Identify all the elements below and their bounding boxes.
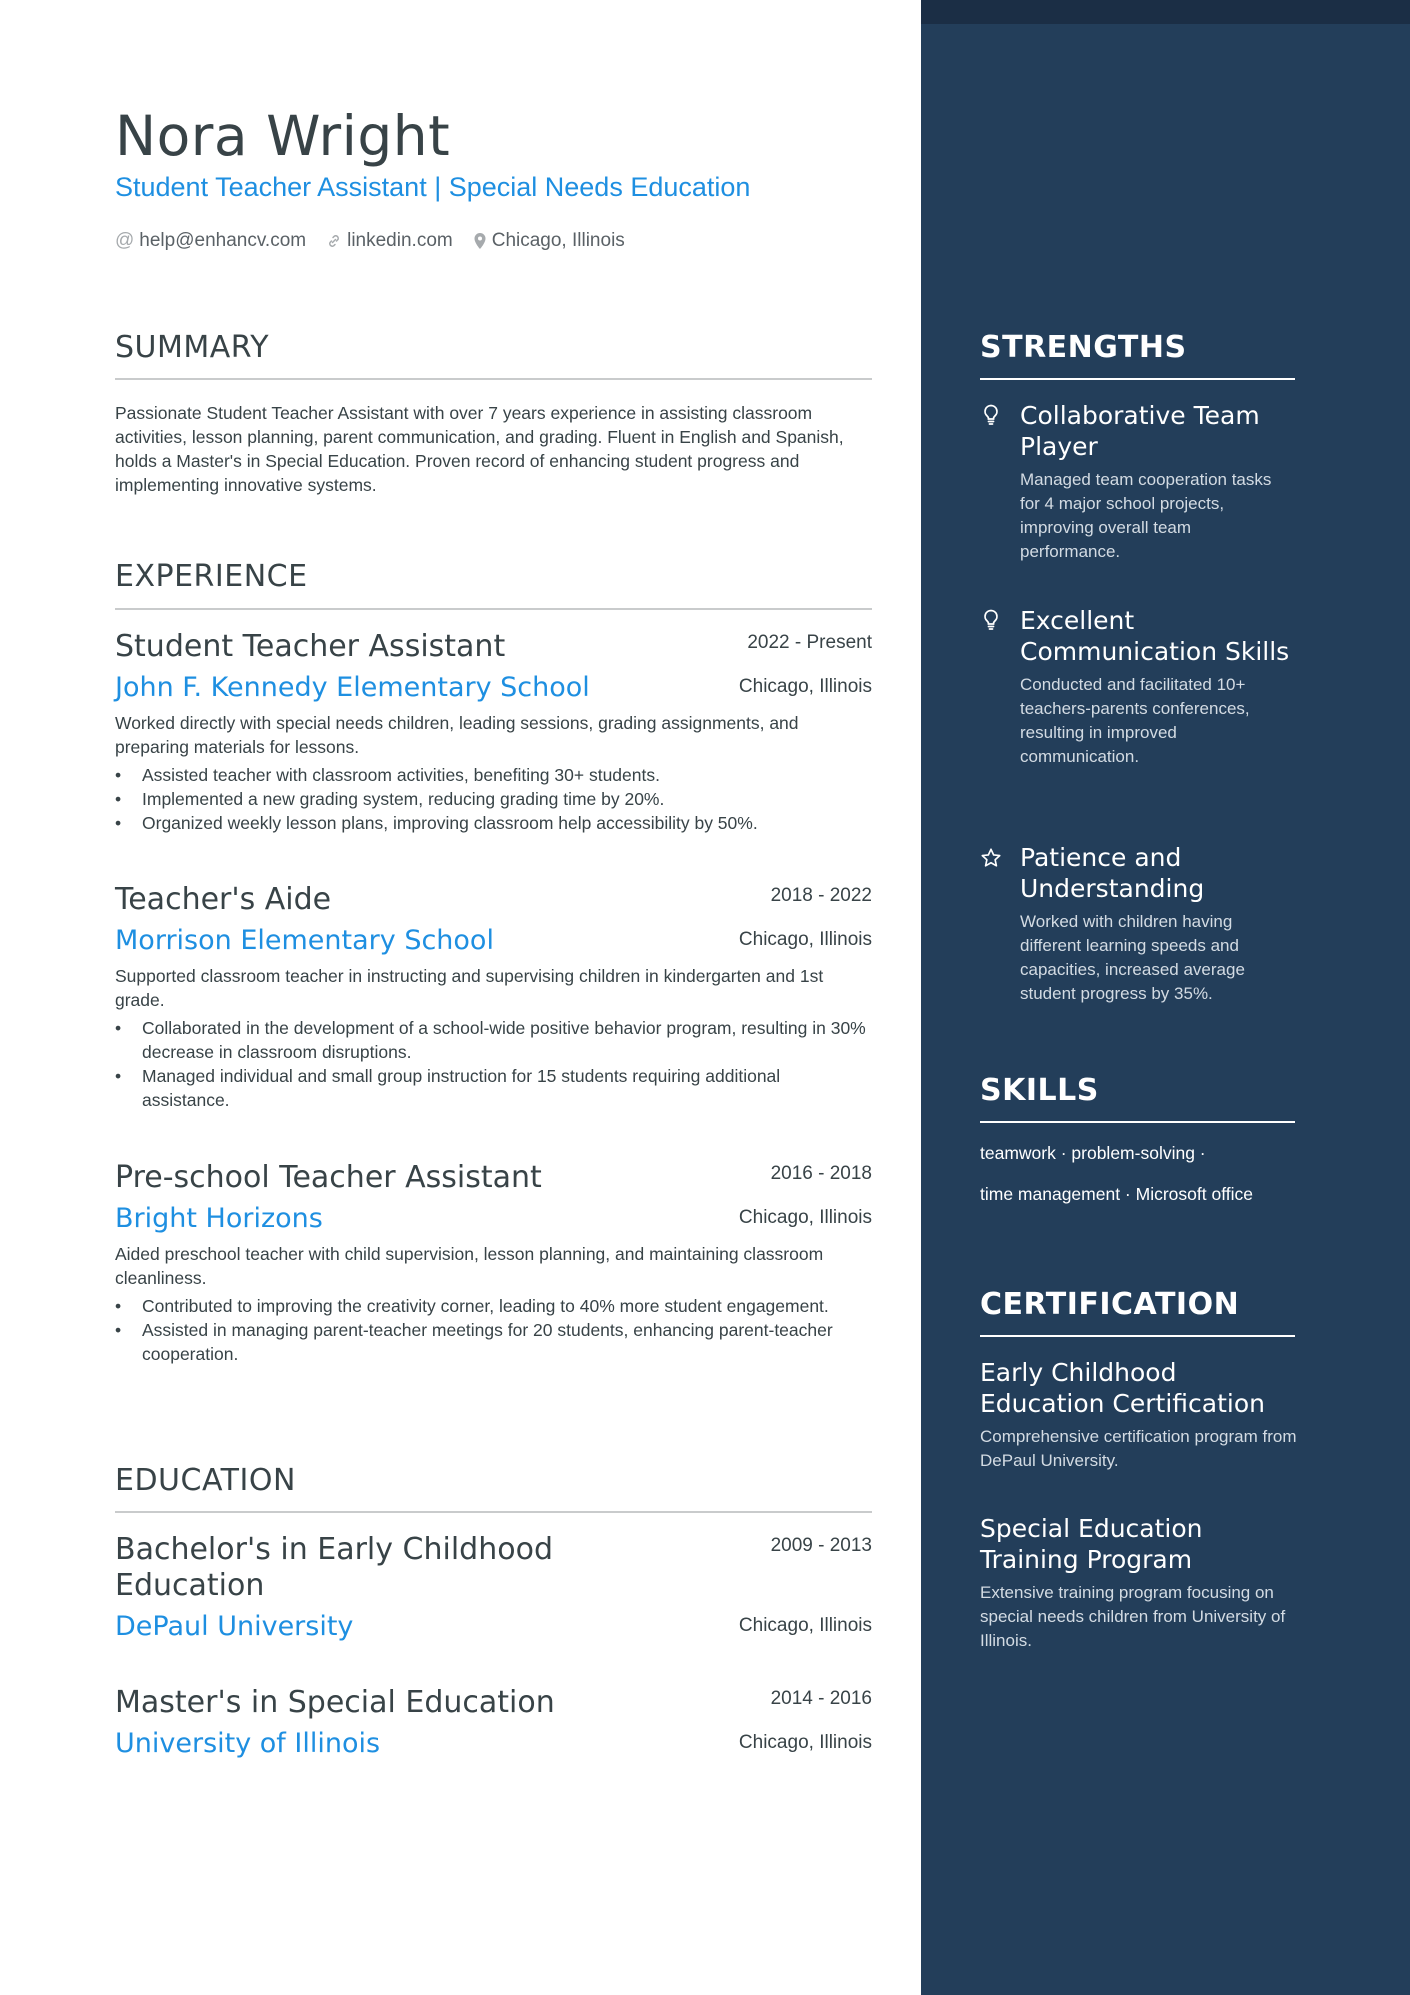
job-location: Chicago, Illinois <box>738 676 872 697</box>
education-title: EDUCATION <box>115 1463 296 1498</box>
job-location: Chicago, Illinois <box>738 1207 872 1228</box>
experience-entry <box>115 882 872 1112</box>
job-description: Aided preschool teacher with child supervision, lesson planning, and maintaining classroom cleanliness. <box>115 1244 824 1288</box>
experience-entry <box>115 629 872 835</box>
degree-title: Master's in Special Education <box>115 1685 555 1720</box>
candidate-name: Nora Wright <box>115 104 451 168</box>
certification-name: Special Education Training Program <box>980 1514 1203 1574</box>
certification-item <box>980 1513 1300 1653</box>
summary-text: Passionate Student Teacher Assistant with over 7 years experience in assisting classroom activities, lesson planning, parent communication, and grading. Fluent in English and Spanish, holds a Master's in Special Education. Proven record of enhancing student progress and implementing innovative systems. <box>115 403 844 495</box>
strengths-divider <box>980 378 1295 380</box>
job-title: Pre-school Teacher Assistant <box>115 1160 542 1195</box>
certification-item <box>980 1357 1300 1473</box>
job-bullet: • Assisted teacher with classroom activities, benefiting 30+ students. <box>115 763 872 787</box>
education-dates: 2009 - 2013 <box>770 1535 872 1556</box>
job-description: Supported classroom teacher in instructing and supervising children in kindergarten and 1st grade. <box>115 966 824 1010</box>
job-bullet: • Contributed to improving the creativity corner, leading to 40% more student engagement. <box>115 1294 872 1318</box>
strength-title: Patience and Understanding <box>1020 843 1205 903</box>
strength-title: Collaborative Team Player <box>1020 401 1260 461</box>
strengths-title: STRENGTHS <box>980 330 1187 365</box>
job-title: Teacher's Aide <box>115 882 332 917</box>
candidate-headline: Student Teacher Assistant | Special Needs Education <box>115 172 751 202</box>
education-entry <box>115 1532 872 1644</box>
employer-name: John F. Kennedy Elementary School <box>115 672 590 703</box>
map-pin-icon <box>473 232 487 250</box>
summary-title: SUMMARY <box>115 330 270 365</box>
job-bullet: • Managed individual and small group instruction for 15 students requiring additional assistance. <box>115 1064 872 1112</box>
certification-title: CERTIFICATION <box>980 1287 1240 1322</box>
education-location: Chicago, Illinois <box>738 1615 872 1636</box>
certification-name: Early Childhood Education Certification <box>980 1358 1265 1418</box>
certification-description: Comprehensive certification program from DePaul University. <box>980 1427 1297 1470</box>
lightbulb-icon <box>980 404 1002 430</box>
summary-divider <box>115 378 872 380</box>
strength-item <box>980 842 1295 1006</box>
strength-item <box>980 400 1295 564</box>
job-dates: 2016 - 2018 <box>770 1163 872 1184</box>
strength-title: Excellent Communication Skills <box>1020 606 1290 666</box>
contact-location-text: Chicago, Illinois <box>491 230 625 251</box>
certification-divider <box>980 1335 1295 1337</box>
job-title: Student Teacher Assistant <box>115 629 506 664</box>
link-icon <box>326 233 342 249</box>
skills-title: SKILLS <box>980 1073 1099 1108</box>
skills-divider <box>980 1121 1295 1123</box>
experience-entry <box>115 1160 872 1366</box>
contact-link[interactable] <box>326 230 453 252</box>
contact-location <box>473 230 625 252</box>
skills-list-line: teamwork · problem-solving · <box>980 1143 1206 1163</box>
certification-description: Extensive training program focusing on special needs children from University of Illinois. <box>980 1583 1286 1650</box>
experience-divider <box>115 608 872 610</box>
degree-title: Bachelor's in Early Childhood Education <box>115 1532 553 1603</box>
contact-row <box>115 230 645 252</box>
job-bullet: • Assisted in managing parent-teacher meetings for 20 students, enhancing parent-teacher cooperation. <box>115 1318 872 1366</box>
job-bullet: • Collaborated in the development of a school-wide positive behavior program, resulting in 30% decrease in classroom disruptions. <box>115 1016 872 1064</box>
job-bullets <box>115 763 872 835</box>
strength-description: Worked with children having different learning speeds and capacities, increased average student progress by 35%. <box>1020 912 1245 1003</box>
job-dates: 2022 - Present <box>747 632 872 653</box>
education-divider <box>115 1511 872 1513</box>
job-bullet: • Organized weekly lesson plans, improving classroom help accessibility by 50%. <box>115 811 872 835</box>
strength-item <box>980 605 1295 769</box>
employer-name: Morrison Elementary School <box>115 925 494 956</box>
job-bullet: • Implemented a new grading system, reducing grading time by 20%. <box>115 787 872 811</box>
contact-link-text: linkedin.com <box>347 230 453 251</box>
star-icon <box>980 846 1002 872</box>
sidebar-top-bar <box>921 0 1410 24</box>
employer-name: Bright Horizons <box>115 1203 323 1234</box>
contact-email[interactable] <box>115 230 306 252</box>
experience-title: EXPERIENCE <box>115 559 308 594</box>
school-name: DePaul University <box>115 1611 354 1642</box>
strength-description: Conducted and facilitated 10+ teachers-parents conferences, resulting in improved communication. <box>1020 675 1250 766</box>
job-bullets <box>115 1294 872 1366</box>
lightbulb-icon <box>980 609 1002 635</box>
strength-description: Managed team cooperation tasks for 4 major school projects, improving overall team performance. <box>1020 470 1272 561</box>
education-location: Chicago, Illinois <box>738 1732 872 1753</box>
skills-list-line: time management · Microsoft office <box>980 1184 1253 1204</box>
job-description: Worked directly with special needs children, leading sessions, grading assignments, and preparing materials for lessons. <box>115 713 799 757</box>
education-dates: 2014 - 2016 <box>770 1688 872 1709</box>
job-bullets <box>115 1016 872 1112</box>
education-entry <box>115 1685 872 1761</box>
job-dates: 2018 - 2022 <box>770 885 872 906</box>
at-sign-icon: @ <box>115 230 135 251</box>
job-location: Chicago, Illinois <box>738 929 872 950</box>
contact-email-text: help@enhancv.com <box>139 230 307 251</box>
school-name: University of Illinois <box>115 1728 381 1759</box>
